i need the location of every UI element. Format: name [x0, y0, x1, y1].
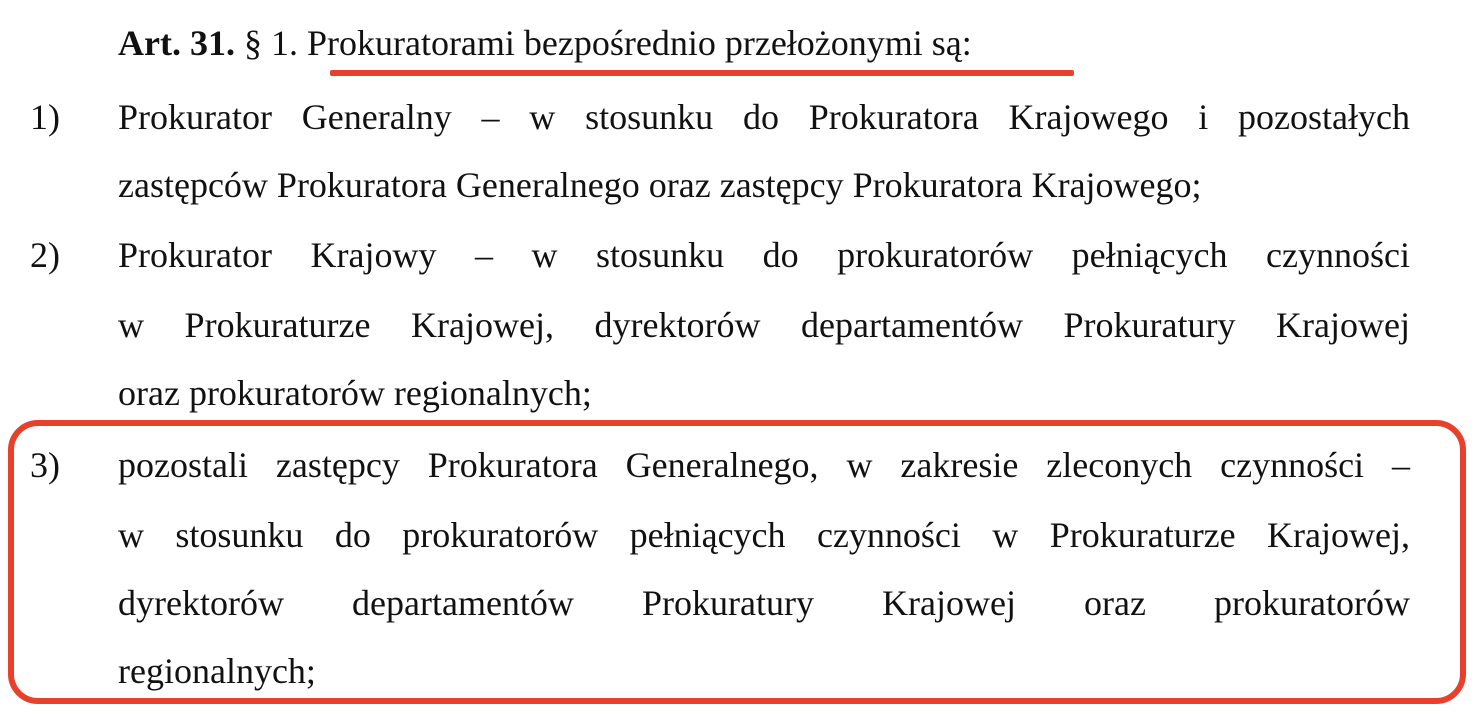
list-item-number-3: 3) [30, 445, 60, 485]
paragraph-number: § 1. [243, 23, 298, 63]
list-item-3-line-1: pozostali zastępcy Prokuratora Generalnego, w zakresie zleconych czynności – [118, 445, 1410, 485]
list-item-2-line-1: Prokurator Krajowy – w stosunku do prokuratorów pełniących czynności [118, 235, 1410, 275]
list-item-3-line-4: regionalnych; [118, 651, 316, 691]
list-item-1-line-2: zastępców Prokuratora Generalnego oraz zastępcy Prokuratora Krajowego; [118, 165, 1202, 205]
list-item-2-line-3: oraz prokuratorów regionalnych; [118, 373, 592, 413]
list-item-number-1: 1) [30, 97, 60, 137]
list-item-3-line-3: dyrektorów departamentów Prokuratury Krajowej oraz prokuratorów [118, 583, 1410, 623]
list-item-2-line-2: w Prokuraturze Krajowej, dyrektorów departamentów Prokuratury Krajowej [118, 305, 1410, 345]
red-underline-annotation [330, 70, 1074, 76]
list-item-3-line-2: w stosunku do prokuratorów pełniących czynności w Prokuraturze Krajowej, [118, 515, 1410, 555]
list-item-number-2: 2) [30, 235, 60, 275]
article-heading [118, 18, 972, 68]
heading-text: Prokuratorami bezpośrednio przełożonymi są: [306, 23, 972, 63]
list-item-1-line-1: Prokurator Generalny – w stosunku do Prokuratora Krajowego i pozostałych [118, 97, 1410, 137]
article-number: Art. 31. [118, 23, 235, 63]
